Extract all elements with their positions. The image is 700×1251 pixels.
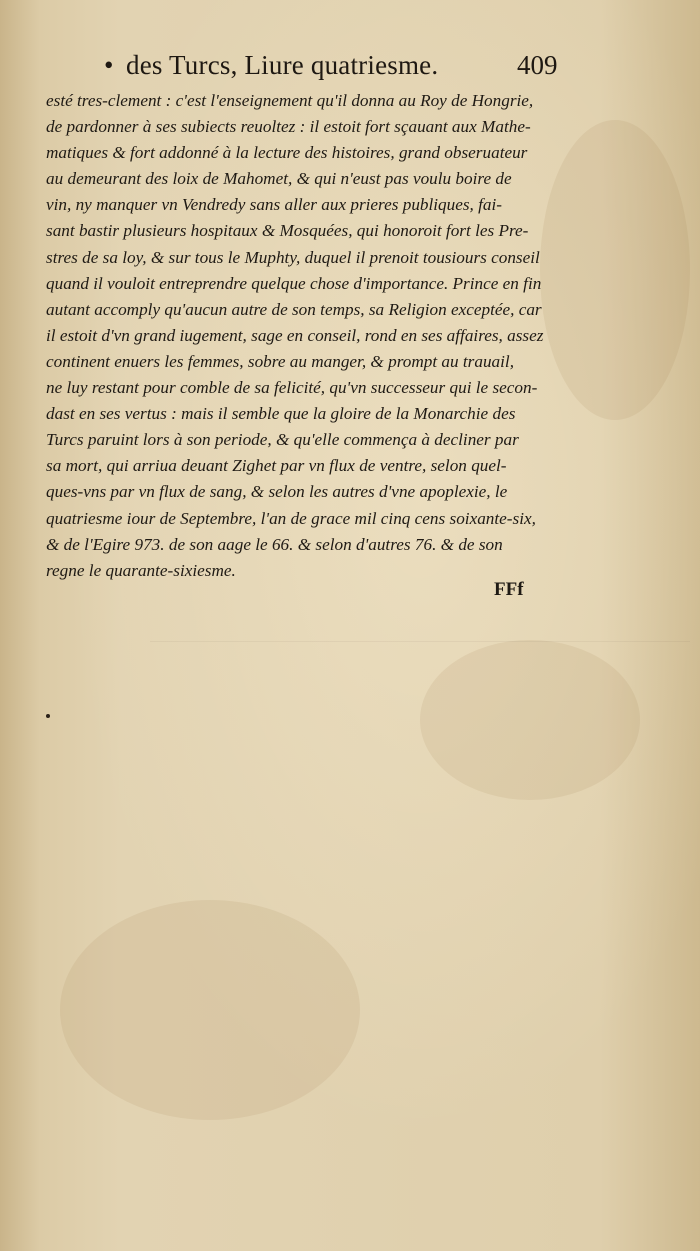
text-line: Turcs paruint lors à son periode, & qu'elle commença à decliner par	[46, 430, 519, 450]
text-line: il estoit d'vn grand iugement, sage en conseil, rond en ses affaires, assez	[46, 325, 544, 345]
paper-stain	[420, 640, 640, 800]
text-line: continent enuers les femmes, sobre au manger, & prompt au trauail,	[46, 351, 514, 371]
page-number: 409	[517, 50, 558, 80]
text-line: vin, ny manquer vn Vendredy sans aller aux prieres publiques, fai-	[46, 195, 503, 215]
text-line: matiques & fort addonné à la lecture des histoires, grand obseruateur	[46, 143, 528, 163]
text-line: sa mort, qui arriua deuant Zighet par vn flux de ventre, selon quel-	[46, 456, 507, 476]
text-line: au demeurant des loix de Mahomet, & qui n'eust pas voulu boire de	[46, 169, 512, 189]
body-paragraph	[46, 88, 586, 584]
text-line: quand il vouloit entreprendre quelque chose d'importance. Prince en fin	[46, 273, 542, 293]
text-line: regne le quarante-sixiesme.	[46, 560, 236, 580]
text-line: & de l'Egire 973. de son aage le 66. & selon d'autres 76. & de son	[46, 534, 503, 554]
text-line: stres de sa loy, & sur tous le Muphty, duquel il prenoit tousiours conseil	[46, 247, 540, 267]
text-line: quatriesme iour de Septembre, l'an de grace mil cinq cens soixante-six,	[46, 508, 536, 528]
header-ornament: •	[104, 50, 114, 80]
paper-stain	[60, 900, 360, 1120]
binding-hole	[46, 714, 50, 718]
text-line: sant bastir plusieurs hospitaux & Mosquées, qui honoroit fort les Pre-	[46, 221, 529, 241]
text-line: dast en ses vertus : mais il semble que la gloire de la Monarchie des	[46, 404, 516, 424]
text-line: ne luy restant pour comble de sa felicité, qu'vn successeur qui le secon-	[46, 378, 538, 398]
text-line: esté tres-clement : c'est l'enseignement qu'il donna au Roy de Hongrie,	[46, 91, 534, 110]
running-header	[0, 50, 700, 86]
text-line: ques-vns par vn flux de sang, & selon les autres d'vne apoplexie, le	[46, 482, 508, 502]
text-line: autant accomply qu'aucun autre de son temps, sa Religion exceptée, car	[46, 299, 542, 319]
text-line: de pardonner à ses subiects reuoltez : il estoit fort sçauant aux Mathe-	[46, 117, 531, 137]
running-title: des Turcs, Liure quatriesme.	[126, 50, 439, 80]
signature-mark: FFf	[494, 579, 524, 600]
